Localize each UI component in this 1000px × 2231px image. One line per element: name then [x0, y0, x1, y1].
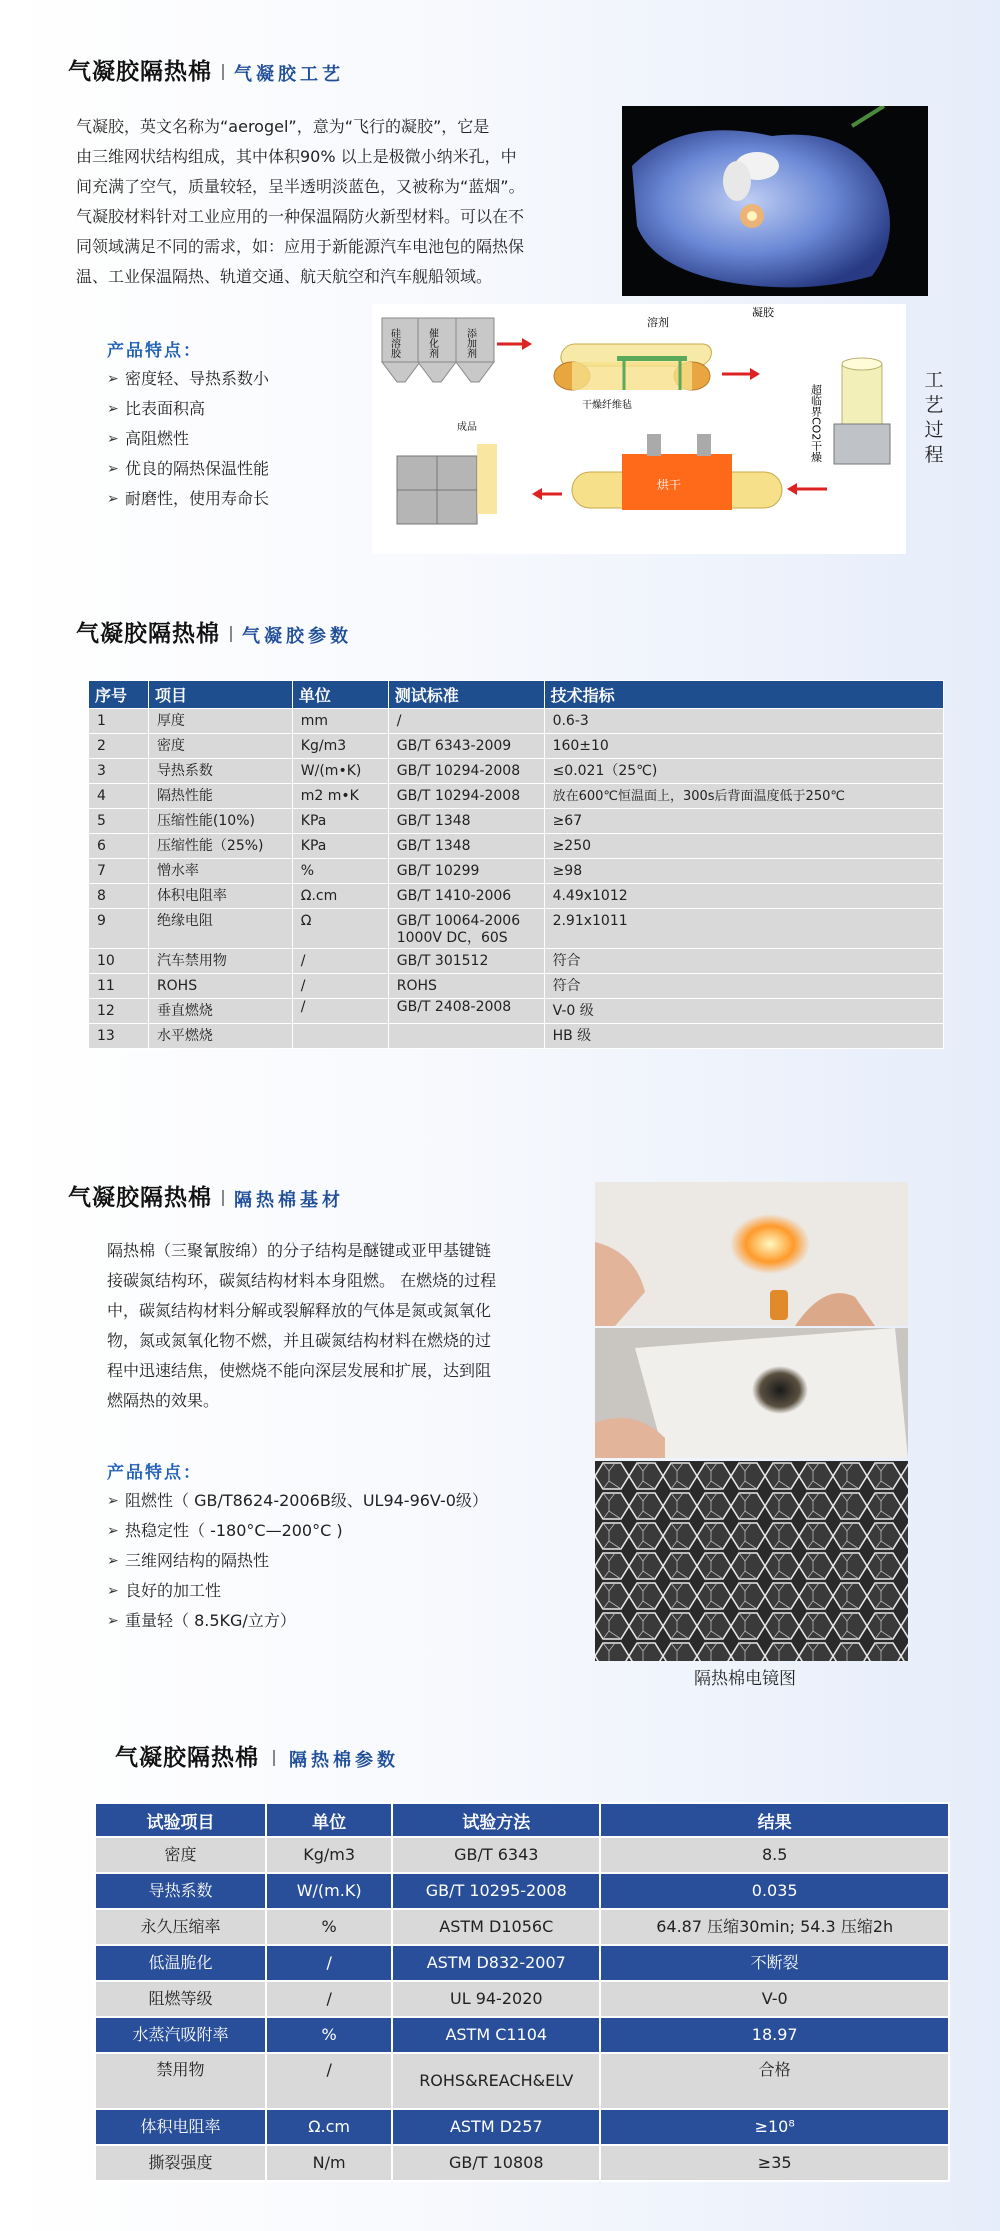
table-cell: 隔热性能 — [148, 784, 292, 809]
table-cell: / — [292, 949, 388, 974]
table-row — [95, 1945, 949, 1981]
table-cell: ASTM D832-2007 — [392, 1945, 600, 1981]
table-cell: 13 — [89, 1024, 149, 1049]
table-cell: UL 94-2020 — [392, 1981, 600, 2017]
column-header: 序号 — [89, 681, 149, 709]
list-item: ➢ 耐磨性，使用寿命长 — [107, 484, 269, 514]
table-cell: 体积电阻率 — [148, 884, 292, 909]
column-header: 项目 — [148, 681, 292, 709]
table-cell: 8 — [89, 884, 149, 909]
table-cell: ASTM C1104 — [392, 2017, 600, 2053]
tank-label: 硅溶胶 — [388, 328, 400, 358]
table-cell: GB/T 301512 — [388, 949, 544, 974]
list-item: ➢ 良好的加工性 — [107, 1576, 488, 1606]
cotton-paragraph — [107, 1236, 547, 1416]
table-cell: Ω.cm — [292, 884, 388, 909]
table-cell: mm — [292, 709, 388, 734]
table-cell: 6 — [89, 834, 149, 859]
table-cell: 合格 — [600, 2053, 949, 2109]
table-cell: 0.6-3 — [544, 709, 943, 734]
para-line: 温、工业保温隔热、轨道交通、航天航空和汽车舰船领域。 — [76, 267, 493, 286]
para-line: 气凝胶材料针对工业应用的一种保温隔防火新型材料。可以在不 — [76, 207, 525, 226]
table-header-row — [89, 681, 944, 709]
table-cell: GB/T 1410-2006 — [388, 884, 544, 909]
title-sub: 隔热棉基材 — [234, 1190, 344, 1211]
table-cell: Ω — [292, 909, 388, 949]
table-cell: ≤0.021（25℃) — [544, 759, 943, 784]
table-row — [89, 1024, 944, 1049]
list-item: ➢ 热稳定性（ -180°C—200°C ) — [107, 1516, 488, 1546]
table-row — [89, 734, 944, 759]
title-divider — [273, 1750, 275, 1766]
table-cell: 厚度 — [148, 709, 292, 734]
table-row — [89, 859, 944, 884]
table-cell: ASTM D257 — [392, 2109, 600, 2145]
table-cell: W/(m.K) — [266, 1873, 392, 1909]
process-diagram — [372, 304, 906, 554]
process-side-caption: 工 艺 过 程 — [924, 369, 944, 466]
title-sub: 隔热棉参数 — [289, 1750, 399, 1771]
table-row — [89, 949, 944, 974]
table-cell: GB/T 10294-2008 — [388, 784, 544, 809]
table-cell: 低温脆化 — [95, 1945, 266, 1981]
arrow-icon: ➢ — [107, 371, 119, 387]
dry-label: 烘干 — [657, 478, 682, 492]
aerogel-params-table — [88, 680, 944, 1049]
table-cell: 垂直燃烧 — [148, 999, 292, 1024]
table-cell: 8.5 — [600, 1837, 949, 1873]
table-cell: 4.49x1012 — [544, 884, 943, 909]
table-row — [95, 2017, 949, 2053]
section-title — [68, 1178, 344, 1212]
title-divider — [230, 626, 232, 642]
table-row — [89, 999, 944, 1024]
arrow-icon: ➢ — [107, 431, 119, 447]
table-row — [89, 759, 944, 784]
table-row — [95, 1873, 949, 1909]
table-cell: 9 — [89, 909, 149, 949]
table-cell: ≥67 — [544, 809, 943, 834]
list-item: ➢ 阻燃性（ GB/T8624-2006B级、UL94-96V-0级） — [107, 1486, 488, 1516]
title-divider — [222, 1190, 224, 1206]
table-cell: 密度 — [95, 1837, 266, 1873]
table-cell: GB/T 10295-2008 — [392, 1873, 600, 1909]
column-header: 单位 — [266, 1803, 392, 1837]
section-aerogel-params — [0, 566, 1000, 1132]
table-cell — [388, 1024, 544, 1049]
table-cell: 禁用物 — [95, 2053, 266, 2109]
table-cell: 64.87 压缩30min; 54.3 压缩2h — [600, 1909, 949, 1945]
section-aerogel-process — [0, 0, 1000, 566]
title-main: 气凝胶隔热棉 — [76, 620, 220, 647]
table-row — [89, 974, 944, 999]
features-list — [107, 364, 269, 514]
table-row — [89, 884, 944, 909]
table-cell: 2 — [89, 734, 149, 759]
para-line: 中，碳氮结构材料分解或裂解释放的气体是氮或氮氧化 — [107, 1301, 492, 1320]
table-cell: ROHS — [148, 974, 292, 999]
table-cell: 体积电阻率 — [95, 2109, 266, 2145]
arrow-icon: ➢ — [107, 1523, 119, 1539]
section-cotton-params — [0, 1692, 1000, 2231]
table-header-row — [95, 1803, 949, 1837]
table-cell: GB/T 2408-2008 — [388, 999, 544, 1024]
list-item: ➢ 高阻燃性 — [107, 424, 269, 454]
table-row — [89, 709, 944, 734]
table-cell: GB/T 6343 — [392, 1837, 600, 1873]
table-cell: 撕裂强度 — [95, 2145, 266, 2181]
table-cell: 阻燃等级 — [95, 1981, 266, 2017]
table-cell: 160±10 — [544, 734, 943, 759]
table-cell: GB/T 10299 — [388, 859, 544, 884]
table-cell: 压缩性能(10%) — [148, 809, 292, 834]
table-cell: V-0 — [600, 1981, 949, 2017]
table-cell: N/m — [266, 2145, 392, 2181]
section-title — [115, 1738, 399, 1772]
table-row — [95, 1909, 949, 1945]
table-cell: 1 — [89, 709, 149, 734]
table-row — [95, 2053, 949, 2109]
list-item: ➢ 优良的隔热保温性能 — [107, 454, 269, 484]
table-cell: % — [266, 1909, 392, 1945]
table-cell: Kg/m3 — [266, 1837, 392, 1873]
list-item: ➢ 重量轻（ 8.5KG/立方） — [107, 1606, 488, 1636]
table-row — [95, 1837, 949, 1873]
column-header: 试验方法 — [392, 1803, 600, 1837]
flame-test-photo — [595, 1182, 908, 1326]
table-cell: m2 m•K — [292, 784, 388, 809]
table-cell: 压缩性能（25%) — [148, 834, 292, 859]
table-row — [89, 809, 944, 834]
table-cell: 憎水率 — [148, 859, 292, 884]
table-cell: GB/T 1348 — [388, 834, 544, 859]
table-cell: 密度 — [148, 734, 292, 759]
table-cell: Kg/m3 — [292, 734, 388, 759]
table-cell: GB/T 10808 — [392, 2145, 600, 2181]
intro-paragraph — [76, 112, 596, 292]
table-cell: ROHS — [388, 974, 544, 999]
features-title: 产品特点： — [107, 1463, 202, 1483]
table-cell: 11 — [89, 974, 149, 999]
column-header: 测试标准 — [388, 681, 544, 709]
para-line: 间充满了空气，质量较轻，呈半透明淡蓝色，又被称为“蓝烟”。 — [76, 177, 525, 196]
table-cell: GB/T 6343-2009 — [388, 734, 544, 759]
para-line: 接碳氮结构环，碳氮结构材料本身阻燃。 在燃烧的过程 — [107, 1271, 497, 1290]
table-cell: 绝缘电阻 — [148, 909, 292, 949]
section-title — [68, 52, 344, 86]
table-cell: ROHS&REACH&ELV — [392, 2053, 600, 2109]
table-cell: / — [266, 1945, 392, 1981]
table-row — [89, 834, 944, 859]
aerogel-photo — [622, 106, 928, 296]
cotton-params-table — [94, 1802, 950, 2182]
table-row — [95, 2145, 949, 2181]
arrow-icon: ➢ — [107, 1613, 119, 1629]
fiber-label: 干燥纤维毡 — [582, 400, 632, 411]
title-main: 气凝胶隔热棉 — [115, 1744, 259, 1771]
table-row — [89, 784, 944, 809]
table-row — [95, 1981, 949, 2017]
title-sub: 气凝胶工艺 — [234, 64, 344, 85]
arrow-icon: ➢ — [107, 491, 119, 507]
tank-label: 添加剂 — [464, 328, 476, 358]
section-title — [76, 614, 352, 648]
table-cell: ASTM D1056C — [392, 1909, 600, 1945]
table-cell: Ω.cm — [266, 2109, 392, 2145]
table-cell: KPa — [292, 809, 388, 834]
table-cell: 永久压缩率 — [95, 1909, 266, 1945]
gel-label: 凝胶 — [752, 306, 774, 319]
section-cotton-base — [0, 1132, 1000, 1692]
para-line: 由三维网状结构组成，其中体积90% 以上是极微小纳米孔，中 — [76, 147, 517, 166]
solvent-label: 溶剂 — [647, 316, 669, 329]
para-line: 程中迅速结焦，使燃烧不能向深层发展和扩展，达到阻 — [107, 1361, 492, 1380]
para-line: 隔热棉（三聚氰胺绵）的分子结构是醚键或亚甲基键链 — [107, 1241, 492, 1260]
para-line: 物，氮或氮氧化物不燃，并且碳氮结构材料在燃烧的过 — [107, 1331, 492, 1350]
table-cell: / — [292, 999, 388, 1024]
para-line: 同领域满足不同的需求，如：应用于新能源汽车电池包的隔热保 — [76, 237, 525, 256]
arrow-icon: ➢ — [107, 1553, 119, 1569]
table-cell: 7 — [89, 859, 149, 884]
arrow-icon: ➢ — [107, 401, 119, 417]
table-cell: 0.035 — [600, 1873, 949, 1909]
column-header: 结果 — [600, 1803, 949, 1837]
arrow-icon: ➢ — [107, 1493, 119, 1509]
table-cell: 导热系数 — [95, 1873, 266, 1909]
table-row — [89, 909, 944, 949]
table-cell: 导热系数 — [148, 759, 292, 784]
table-cell: 水平燃烧 — [148, 1024, 292, 1049]
table-cell: GB/T 1348 — [388, 809, 544, 834]
table-cell: 2.91x1011 — [544, 909, 943, 949]
features-list — [107, 1486, 488, 1636]
table-cell: 18.97 — [600, 2017, 949, 2053]
list-item: ➢ 比表面积高 — [107, 394, 269, 424]
title-main: 气凝胶隔热棉 — [68, 58, 212, 85]
table-cell: V-0 级 — [544, 999, 943, 1024]
burnt-sample-photo — [595, 1328, 908, 1458]
sem-caption: 隔热棉电镜图 — [694, 1669, 796, 1689]
table-cell: GB/T 10064-2006 1000V DC，60S — [388, 909, 544, 949]
table-cell: 符合 — [544, 974, 943, 999]
table-row — [95, 2109, 949, 2145]
table-cell: 不断裂 — [600, 1945, 949, 1981]
table-cell: / — [266, 2053, 392, 2109]
table-cell: 3 — [89, 759, 149, 784]
features-title: 产品特点： — [107, 341, 202, 361]
table-cell: KPa — [292, 834, 388, 859]
table-cell: 水蒸汽吸附率 — [95, 2017, 266, 2053]
table-cell: 4 — [89, 784, 149, 809]
table-cell: W/(m•K) — [292, 759, 388, 784]
table-cell: GB/T 10294-2008 — [388, 759, 544, 784]
list-item: ➢ 密度轻、导热系数小 — [107, 364, 269, 394]
table-cell: / — [388, 709, 544, 734]
table-cell: / — [266, 1981, 392, 2017]
table-cell: % — [266, 2017, 392, 2053]
table-cell: / — [292, 974, 388, 999]
tank-label: 催化剂 — [426, 328, 438, 358]
list-item: ➢ 三维网结构的隔热性 — [107, 1546, 488, 1576]
title-main: 气凝胶隔热棉 — [68, 1184, 212, 1211]
table-cell: 汽车禁用物 — [148, 949, 292, 974]
table-cell: 符合 — [544, 949, 943, 974]
co2-label: 超临界CO2干燥 — [809, 384, 823, 463]
column-header: 试验项目 — [95, 1803, 266, 1837]
table-cell: 10 — [89, 949, 149, 974]
table-cell: 5 — [89, 809, 149, 834]
column-header: 技术指标 — [544, 681, 943, 709]
table-cell: ≥35 — [600, 2145, 949, 2181]
product-label: 成品 — [457, 422, 477, 433]
title-divider — [222, 64, 224, 80]
arrow-icon: ➢ — [107, 461, 119, 477]
column-header: 单位 — [292, 681, 388, 709]
table-cell — [292, 1024, 388, 1049]
title-sub: 气凝胶参数 — [242, 626, 352, 647]
table-cell: ≥10⁸ — [600, 2109, 949, 2145]
para-line: 气凝胶，英文名称为“aerogel”，意为“飞行的凝胶”，它是 — [76, 117, 490, 136]
table-cell: ≥98 — [544, 859, 943, 884]
table-cell: ≥250 — [544, 834, 943, 859]
table-cell: 放在600℃恒温面上，300s后背面温度低于250℃ — [544, 784, 943, 809]
table-cell: HB 级 — [544, 1024, 943, 1049]
table-cell: 12 — [89, 999, 149, 1024]
table-cell: % — [292, 859, 388, 884]
para-line: 燃隔热的效果。 — [107, 1391, 220, 1410]
sem-image — [595, 1461, 908, 1661]
arrow-icon: ➢ — [107, 1583, 119, 1599]
